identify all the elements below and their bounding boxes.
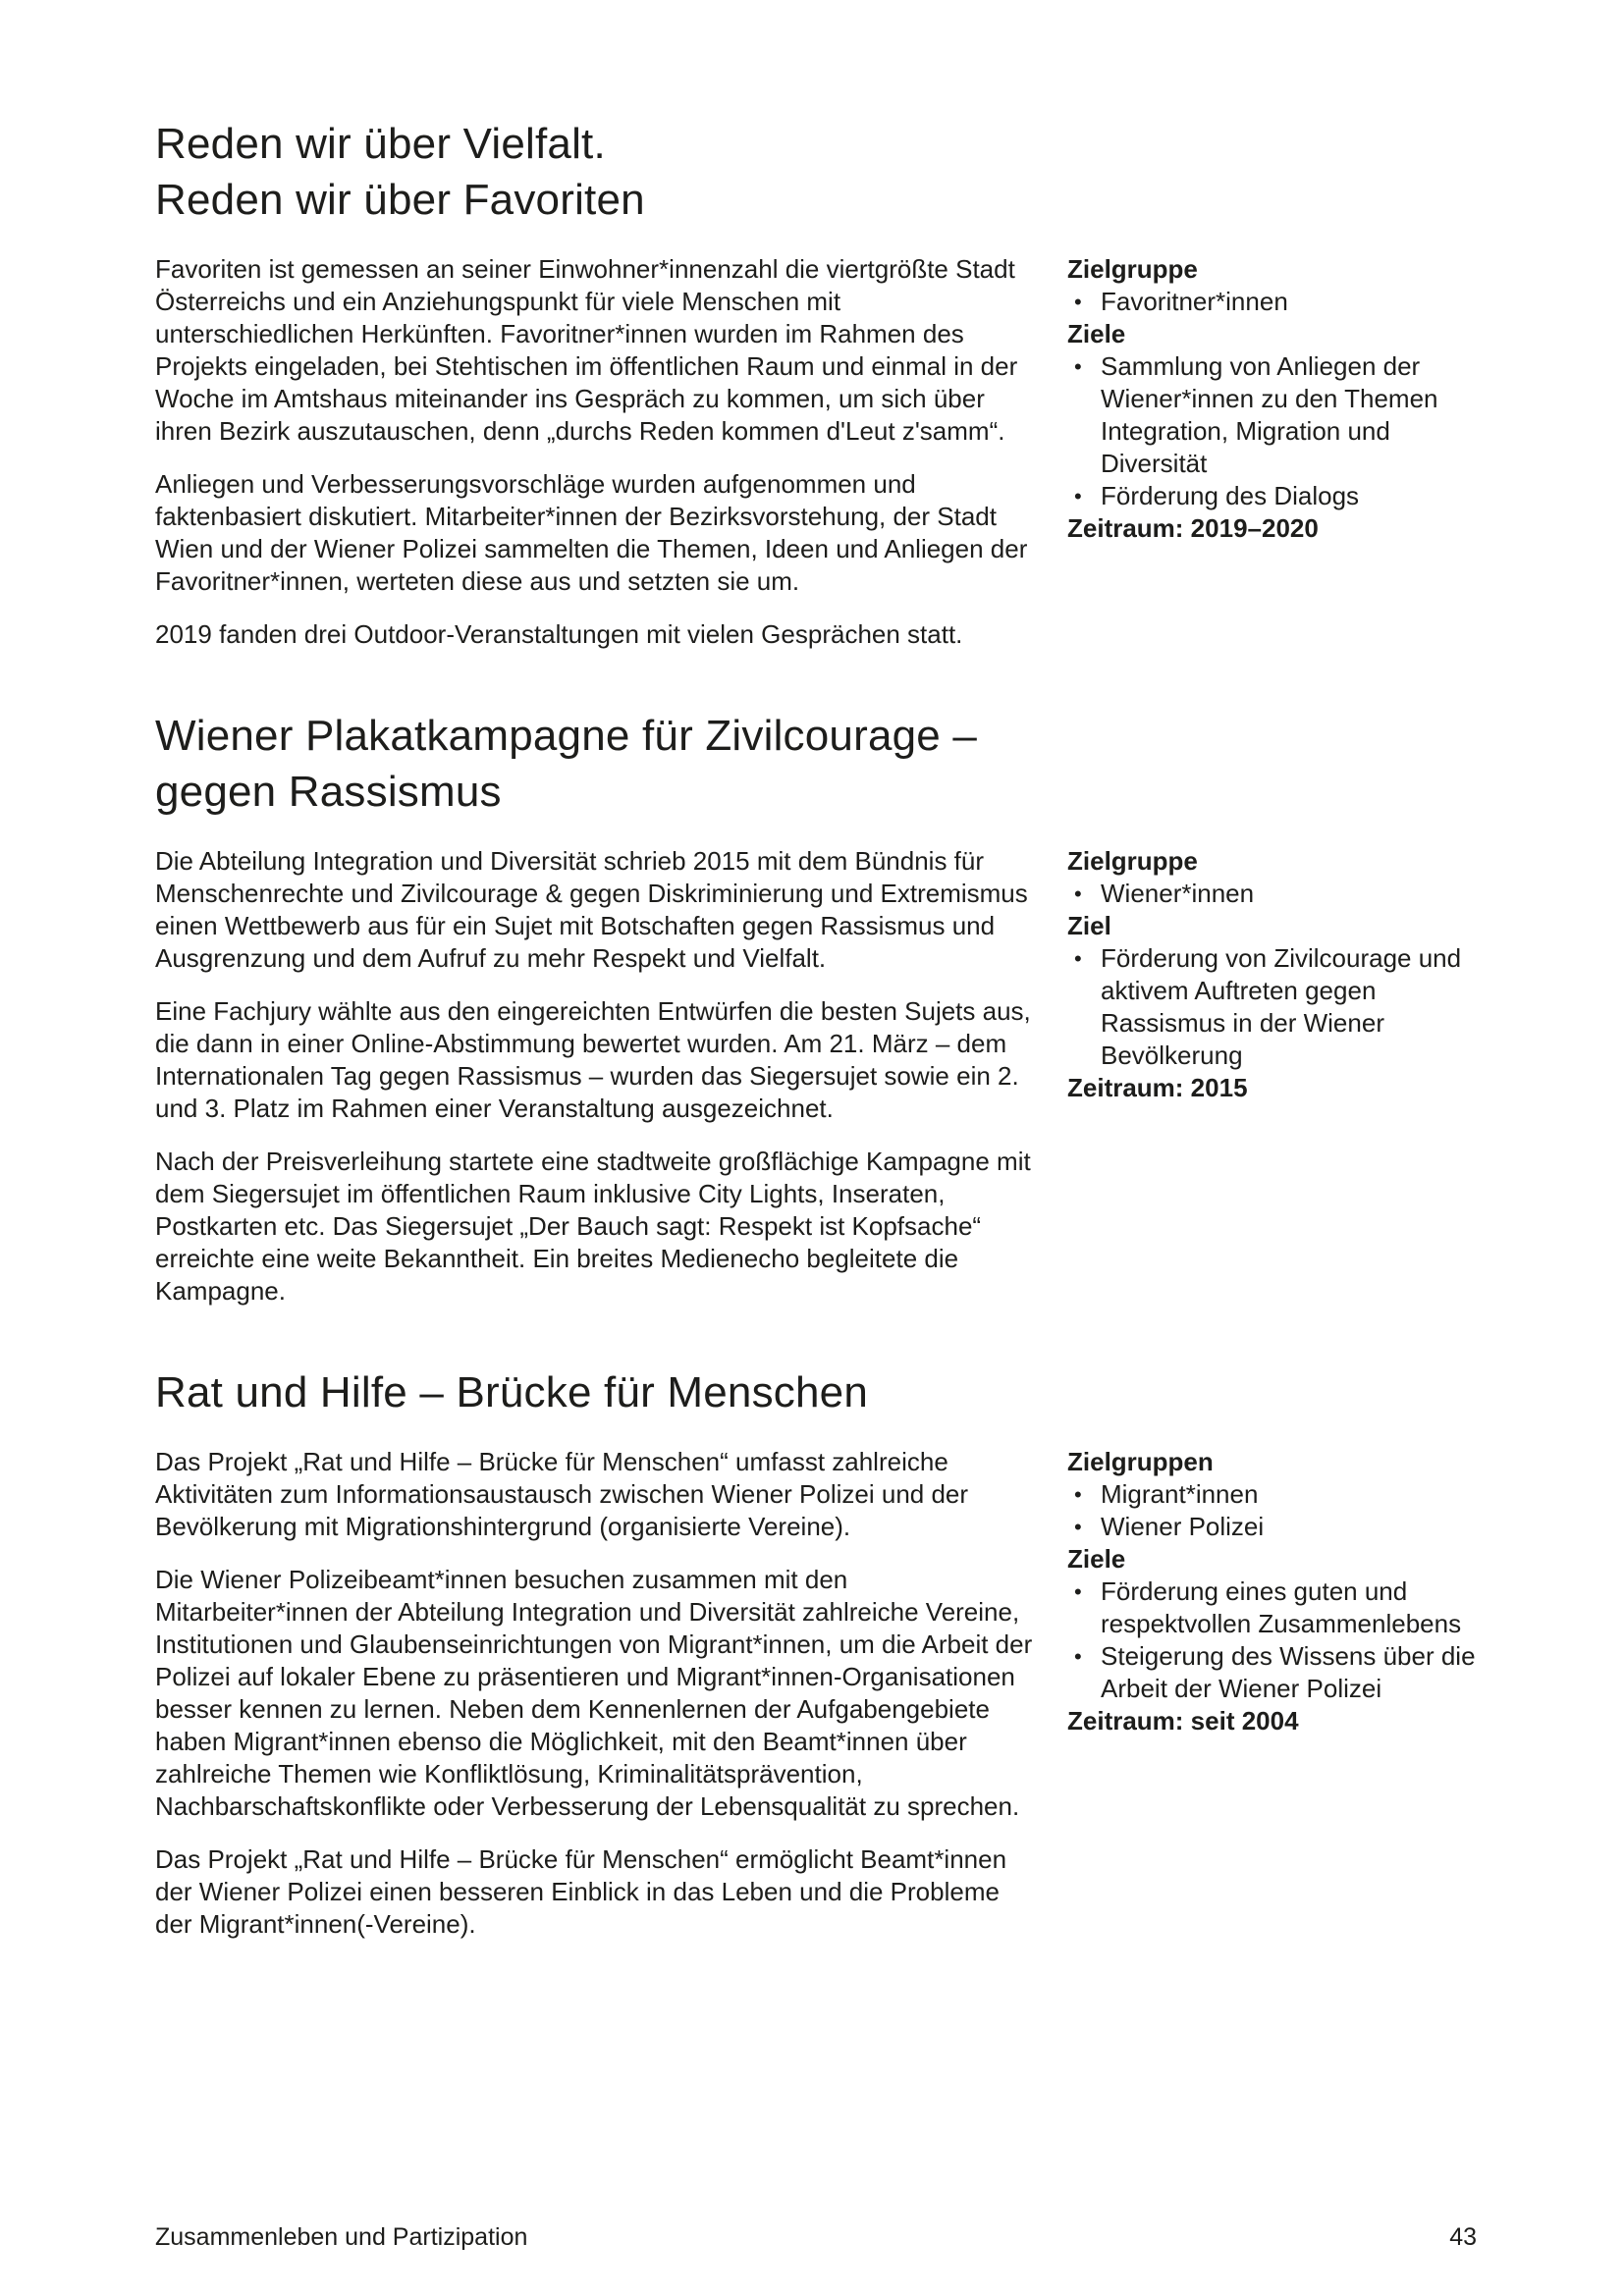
section-title — [155, 1364, 1477, 1420]
bullet-icon: • — [1074, 1579, 1082, 1604]
info-label: Ziele — [1067, 319, 1126, 348]
info-label-zeitraum: Zeitraum: 2019–2020 — [1067, 513, 1319, 543]
info-bullet-text: Migrant*innen — [1101, 1479, 1259, 1509]
body-paragraph: 2019 fanden drei Outdoor-Veranstaltungen mit vielen Gesprächen statt. — [155, 619, 963, 649]
info-bullet-text: Wiener Polizei — [1101, 1512, 1265, 1541]
bullet-icon: • — [1074, 1644, 1082, 1669]
body-paragraph: Eine Fachjury wählte aus den eingereichten Entwürfen die besten Sujets aus, die dann in einer Online-Abstimmung bewertet wurden. Am 21. März – dem Internationalen Tag gegen Rassismus – wurden das Siegersujet sowie ein 2. und 3. Platz im Rahmen einer Veranstaltung ausgezeichnet. — [155, 996, 1031, 1123]
title-line: gegen Rassismus — [155, 768, 502, 816]
title-line: Reden wir über Favoriten — [155, 176, 645, 224]
info-label: Zielgruppen — [1067, 1447, 1214, 1476]
info-label-zeitraum: Zeitraum: seit 2004 — [1067, 1706, 1299, 1735]
section-title — [155, 116, 1477, 228]
info-label: Ziel — [1067, 911, 1111, 940]
bullet-icon: • — [1074, 881, 1082, 906]
info-bullet-item — [1067, 350, 1477, 480]
section-plakatkampagne-zivilcourage — [155, 708, 1477, 1308]
bullet-icon: • — [1074, 1482, 1082, 1507]
info-label-zeitraum: Zeitraum: 2015 — [1067, 1073, 1248, 1102]
bullet-icon: • — [1074, 354, 1082, 379]
info-label: Zielgruppe — [1067, 254, 1198, 284]
body-paragraph: Die Abteilung Integration und Diversität schrieb 2015 mit dem Bündnis für Menschenrechte und Zivilcourage & gegen Diskriminierung und Extremismus einen Wettbewerb aus für ein Sujet mit Botschaften gegen Rassismus und Ausgrenzung und dem Aufruf zu mehr Respekt und Vielfalt. — [155, 846, 1028, 973]
body-paragraph: Anliegen und Verbesserungsvorschläge wurden aufgenommen und faktenbasiert diskutiert. Mitarbeiter*innen der Bezirksvorstehung, der Stadt Wien und der Wiener Polizei sammelten die Themen, Ideen und Anliegen der Favoritner*innen, werteten diese aus und setzten sie um. — [155, 469, 1028, 596]
info-bullet-text: Förderung von Zivilcourage und aktivem Auftreten gegen Rassismus in der Wiener Bevölkerung — [1101, 943, 1462, 1070]
section-title — [155, 708, 1477, 820]
info-bullet-item — [1067, 286, 1477, 318]
info-bullet-item — [1067, 1478, 1477, 1511]
body-column — [155, 845, 1034, 1308]
body-paragraph: Nach der Preisverleihung startete eine stadtweite großflächige Kampagne mit dem Siegersujet im öffentlichen Raum inklusive City Lights, Inseraten, Postkarten etc. Das Siegersujet „Der Bauch sagt: Respekt ist Kopfsache“ erreichte eine weite Bekanntheit. Ein breites Medienecho begleitete die Kampagne. — [155, 1147, 1031, 1306]
bullet-icon: • — [1074, 484, 1082, 508]
info-bullet-text: Favoritner*innen — [1101, 287, 1288, 316]
section-reden-wir-ueber-vielfalt — [155, 116, 1477, 651]
info-bullet-text: Wiener*innen — [1101, 879, 1255, 908]
page-number: 43 — [1449, 2223, 1477, 2251]
project-info-sidebar — [1067, 1446, 1477, 1737]
title-line: Wiener Plakatkampagne für Zivilcourage – — [155, 712, 978, 760]
section-rat-und-hilfe — [155, 1364, 1477, 1941]
info-bullet-text: Steigerung des Wissens über die Arbeit der Wiener Polizei — [1101, 1641, 1476, 1703]
info-label: Zielgruppe — [1067, 846, 1198, 876]
project-info-sidebar — [1067, 253, 1477, 545]
info-bullet-text: Sammlung von Anliegen der Wiener*innen zu den Themen Integration, Migration und Diversität — [1101, 351, 1438, 478]
bullet-icon: • — [1074, 1515, 1082, 1539]
page-footer — [155, 2221, 1477, 2253]
footer-section-name: Zusammenleben und Partizipation — [155, 2223, 528, 2251]
info-bullet-item — [1067, 1640, 1477, 1705]
bullet-icon: • — [1074, 946, 1082, 971]
info-bullet-text: Förderung des Dialogs — [1101, 481, 1360, 510]
project-info-sidebar — [1067, 845, 1477, 1104]
bullet-icon: • — [1074, 290, 1082, 314]
title-line: Rat und Hilfe – Brücke für Menschen — [155, 1368, 869, 1416]
body-paragraph: Das Projekt „Rat und Hilfe – Brücke für Menschen“ umfasst zahlreiche Aktivitäten zum Informationsaustausch zwischen Wiener Polizei und der Bevölkerung mit Migrationshintergrund (organisierte Vereine). — [155, 1447, 969, 1541]
body-paragraph: Favoriten ist gemessen an seiner Einwohner*innenzahl die viertgrößte Stadt Österreichs und ein Anziehungspunkt für viele Menschen mit unterschiedlichen Herkünften. Favoritner*innen wurden im Rahmen des Projekts eingeladen, bei Stehtischen im öffentlichen Raum und einmal in der Woche im Amtshaus miteinander ins Gespräch zu kommen, um sich über ihren Bezirk auszutauschen, denn „durchs Reden kommen d'Leut z'samm“. — [155, 254, 1018, 446]
info-bullet-item — [1067, 878, 1477, 910]
info-bullet-item — [1067, 1575, 1477, 1640]
info-bullet-text: Förderung eines guten und respektvollen Zusammenlebens — [1101, 1576, 1462, 1638]
body-paragraph: Das Projekt „Rat und Hilfe – Brücke für Menschen“ ermöglicht Beamt*innen der Wiener Polizei einen besseren Einblick in das Leben und die Probleme der Migrant*innen(-Vereine). — [155, 1844, 1007, 1939]
body-column — [155, 1446, 1034, 1941]
info-bullet-item — [1067, 942, 1477, 1072]
info-bullet-item — [1067, 1511, 1477, 1543]
title-line: Reden wir über Vielfalt. — [155, 120, 606, 168]
body-column — [155, 253, 1034, 651]
body-paragraph: Die Wiener Polizeibeamt*innen besuchen zusammen mit den Mitarbeiter*innen der Abteilung Integration und Diversität zahlreiche Vereine, Institutionen und Glaubenseinrichtungen von Migrant*innen, um die Arbeit der Polizei auf lokaler Ebene zu präsentieren und Migrant*innen-Organisationen besser kennen zu lernen. Neben dem Kennenlernen der Aufgabengebiete haben Migrant*innen ebenso die Möglichkeit, mit den Beamt*innen über zahlreiche Themen wie Konfliktlösung, Kriminalitätsprävention, Nachbarschaftskonflikte oder Verbesserung der Lebensqualität zu sprechen. — [155, 1565, 1033, 1821]
info-label: Ziele — [1067, 1544, 1126, 1574]
info-bullet-item — [1067, 480, 1477, 512]
